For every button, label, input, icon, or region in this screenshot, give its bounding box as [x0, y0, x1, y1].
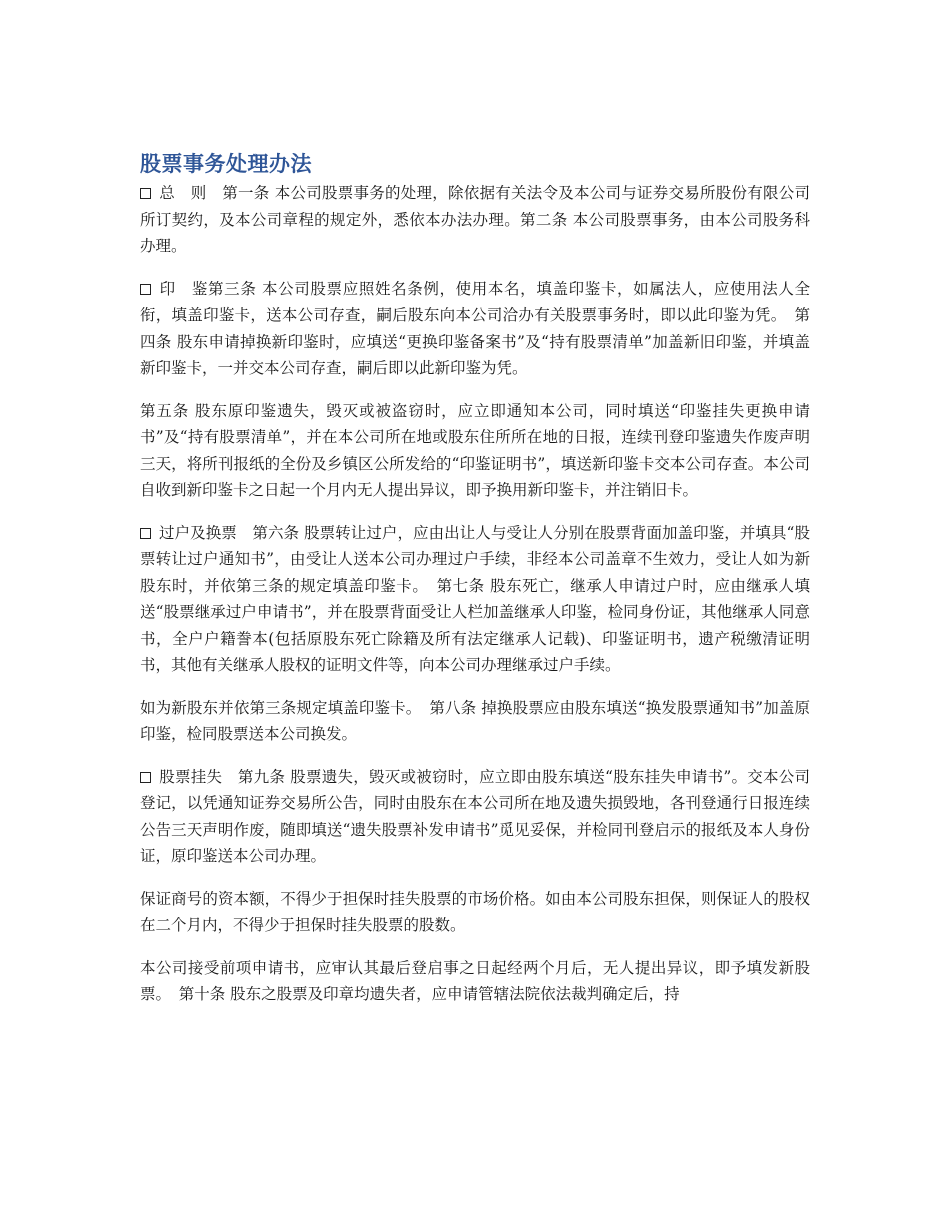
paragraph-general	[140, 180, 810, 260]
paragraph-loss	[140, 764, 810, 870]
paragraph-article-10	[140, 955, 810, 1008]
checkbox-icon	[140, 772, 151, 783]
checkbox-icon	[140, 284, 151, 295]
paragraph-article-5	[140, 398, 810, 504]
paragraph-text: 过户及换票 第六条 股票转让过户，应由出让人与受让人分别在股票背面加盖印鉴，并填具“股票转让过户通知书”，由受让人送本公司办理过户手续，非经本公司盖章不生效力，受让人如为新股东时，并依第三条的规定填盖印鉴卡。 第七条 股东死亡，继承人申请过户时，应由继承人填送“股票继承过户申请书”，并在股票背面受让人栏加盖继承人印鉴，检同身份证，其他继承人同意书，全户户籍誊本(包括原股东死亡除籍及所有法定继承人记载)、印鉴证明书，遗产税缴清证明书，其他有关继承人股权的证明文件等，向本公司办理继承过户手续。	[140, 523, 810, 674]
paragraph-text: 本公司接受前项申请书，应审认其最后登启事之日起经两个月后，无人提出异议，即予填发新股票。 第十条 股东之股票及印章均遗失者，应申请管辖法院依法裁判确定后，持	[140, 958, 810, 1003]
paragraph-transfer	[140, 520, 810, 679]
paragraph-seal	[140, 276, 810, 382]
paragraph-guarantee	[140, 886, 810, 939]
paragraph-text: 总 则 第一条 本公司股票事务的处理，除依据有关法令及本公司与证券交易所股份有限公司所订契约，及本公司章程的规定外，悉依本办法办理。第二条 本公司股票事务，由本公司股务科办理。	[140, 184, 810, 255]
checkbox-icon	[140, 188, 151, 199]
paragraph-article-8	[140, 695, 810, 748]
paragraph-text: 印 鉴第三条 本公司股票应照姓名条例，使用本名，填盖印鉴卡，如属法人，应使用法人全衔，填盖印鉴卡，送本公司存查，嗣后股东向本公司洽办有关股票事务时，即以此印鉴为凭。 第四条 股东申请掉换新印鉴时，应填送“更换印鉴备案书”及“持有股票清单”加盖新旧印鉴，并填盖新印鉴卡，一并交本公司存查，嗣后即以此新印鉴为凭。	[140, 279, 810, 377]
paragraph-text: 第五条 股东原印鉴遗失，毁灭或被盗窃时，应立即通知本公司，同时填送“印鉴挂失更换申请书”及“持有股票清单”，并在本公司所在地或股东住所所在地的日报，连续刊登印鉴遗失作废声明三天，将所刊报纸的全份及乡镇区公所发给的“印鉴证明书”，填送新印鉴卡交本公司存查。本公司自收到新印鉴卡之日起一个月内无人提出异议，即予换用新印鉴卡，并注销旧卡。	[140, 401, 810, 499]
document-title: 股票事务处理办法	[140, 152, 312, 176]
document-page	[140, 150, 810, 1024]
paragraph-text: 保证商号的资本额，不得少于担保时挂失股票的市场价格。如由本公司股东担保，则保证人的股权在二个月内，不得少于担保时挂失股票的股数。	[140, 889, 810, 934]
paragraph-text: 股票挂失 第九条 股票遗失，毁灭或被窃时，应立即由股东填送“股东挂失申请书”。交本公司登记，以凭通知证券交易所公告，同时由股东在本公司所在地及遗失损毁地，各刊登通行日报连续公告三天声明作废，随即填送“遗失股票补发申请书”觅见妥保，并检同刊登启示的报纸及本人身份证，原印鉴送本公司办理。	[140, 767, 810, 865]
checkbox-icon	[140, 528, 151, 539]
paragraph-text: 如为新股东并依第三条规定填盖印鉴卡。 第八条 掉换股票应由股东填送“换发股票通知书”加盖原印鉴，检同股票送本公司换发。	[140, 698, 810, 743]
